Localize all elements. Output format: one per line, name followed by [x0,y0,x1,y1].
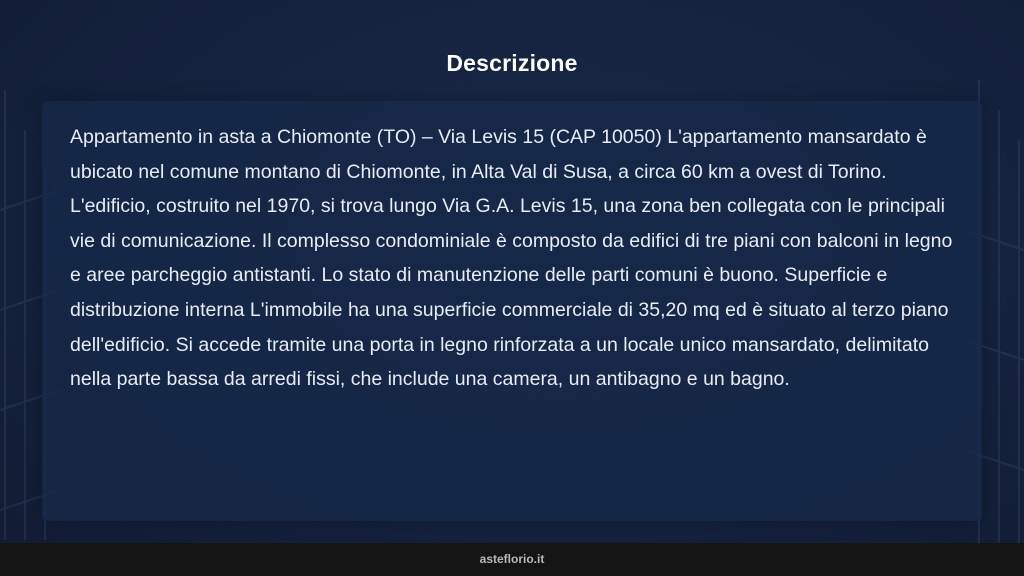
footer-site-name: asteflorio.it [479,552,545,566]
description-text: Appartamento in asta a Chiomonte (TO) – Via Levis 15 (CAP 10050) L'appartamento mansardato è ubicato nel comune montano di Chiomonte, in Alta Val di Susa, a circa 60 km a ovest di Torino. L'edificio, costruito nel 1970, si trova lungo Via G.A. Levis 15, una zona ben collegata con le principali vie di comunicazione. Il complesso condominiale è composto da edifici di tre piani con balconi in legno e aree parcheggio antistanti. Lo stato di manutenzione delle parti comuni è buono. Superficie e distribuzione interna L'immobile ha una superficie commerciale di 35,20 mq ed è situato al terzo piano dell'edificio. Si accede tramite una porta in legno rinforzata a un locale unico mansardato, delimitato nella parte bassa da arredi fissi, che include una camera, un antibagno e un bagno. [70,126,953,391]
footer-bar [0,543,1024,576]
page-title: Descrizione [446,50,578,76]
